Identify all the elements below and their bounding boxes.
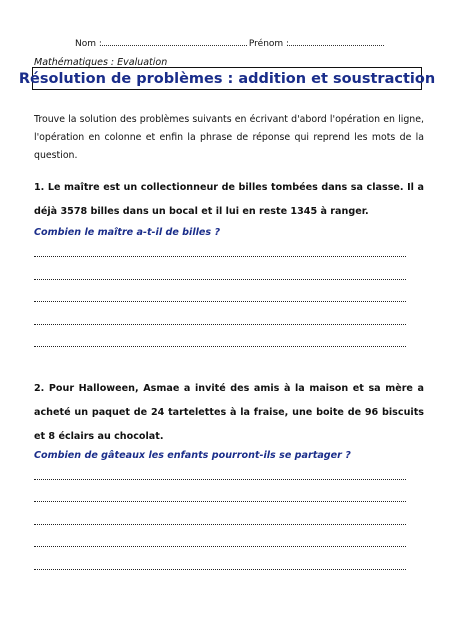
answer-line[interactable]	[34, 501, 406, 502]
answer-line[interactable]	[34, 569, 406, 570]
answer-line[interactable]	[34, 546, 406, 547]
answer-line[interactable]	[34, 479, 406, 480]
problem-2-statement: 2. Pour Halloween, Asmae a invité des amis à la maison et sa mère a acheté un paquet de 24 tartelettes à la fraise, une boite de 96 biscuits et 8 éclairs au chocolat.	[34, 383, 424, 442]
answer-line[interactable]	[34, 346, 406, 347]
problem-2-question: Combien de gâteaux les enfants pourront-ils se partager ?	[34, 450, 351, 461]
answer-line[interactable]	[34, 301, 406, 302]
nom-field[interactable]	[102, 36, 247, 46]
answer-line[interactable]	[34, 256, 406, 257]
instructions-text: Trouve la solution des problèmes suivants en écrivant d'abord l'opération en ligne, l'opération en colonne et enfin la phrase de réponse qui reprend les mots de la question.	[34, 114, 424, 161]
answer-line[interactable]	[34, 324, 406, 325]
student-info-line	[75, 36, 395, 49]
page-title: Résolution de problèmes : addition et soustraction	[32, 67, 422, 90]
problem-1-statement: 1. Le maître est un collectionneur de billes tombées dans sa classe. Il a déjà 3578 billes dans un bocal et il lui en reste 1345 à ranger.	[34, 182, 424, 217]
answer-line[interactable]	[34, 524, 406, 525]
prenom-label: Prénom :	[248, 39, 290, 49]
nom-label: Nom :	[75, 39, 102, 49]
problem-1-question: Combien le maître a-t-il de billes ?	[34, 227, 221, 238]
prenom-field[interactable]	[289, 36, 384, 46]
answer-line[interactable]	[34, 279, 406, 280]
subject-label: Mathématiques : Evaluation	[34, 57, 168, 68]
